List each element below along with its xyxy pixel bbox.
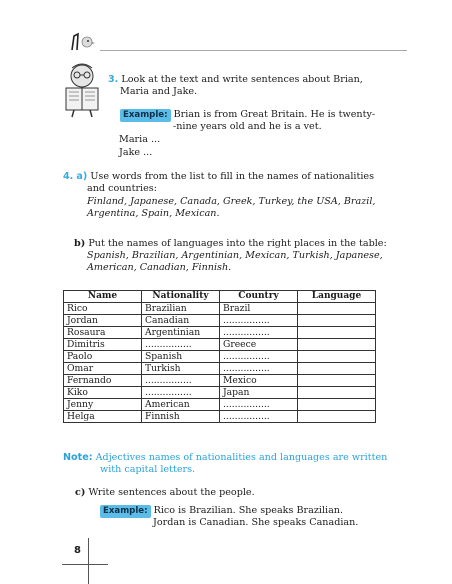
cell-name: Fernando [64, 375, 142, 387]
cell-country[interactable]: ................ [220, 399, 298, 411]
table-row [64, 375, 376, 387]
cell-country: Mexico [220, 375, 298, 387]
cell-language[interactable] [298, 315, 376, 327]
cell-nationality: American [142, 399, 220, 411]
cell-language[interactable] [298, 375, 376, 387]
note-line1 [63, 452, 387, 464]
ex4b-line1 [74, 238, 387, 250]
chick-glyph-icon [68, 30, 96, 54]
cell-country[interactable]: ................ [220, 411, 298, 423]
reading-child-icon [60, 62, 104, 118]
ex3-text-1: Look at the text and write sentences about Brian, [121, 74, 363, 85]
table-row [64, 399, 376, 411]
cell-language[interactable] [298, 351, 376, 363]
header-name: Name [64, 291, 142, 303]
ex3-jake: Jake ... [119, 147, 153, 158]
ex4c-example-line1: Rico is Brazilian. She speaks Brazilian. [153, 505, 344, 516]
cell-name: Kiko [64, 387, 142, 399]
cell-name: Dimitris [64, 339, 142, 351]
cell-name: Omar [64, 363, 142, 375]
ex4a-list-2: Argentina, Spain, Mexican. [87, 208, 220, 219]
cell-language[interactable] [298, 399, 376, 411]
table-row [64, 327, 376, 339]
table-row [64, 351, 376, 363]
header-country: Country [220, 291, 298, 303]
ex4c-text-1: Write sentences about the people. [88, 487, 255, 498]
table-row [64, 363, 376, 375]
cell-country[interactable]: ................ [220, 351, 298, 363]
ex3-number: 3. [108, 74, 119, 85]
cell-country[interactable]: ................ [220, 327, 298, 339]
ex4c-part: c) [75, 487, 86, 498]
cell-nationality: Canadian [142, 315, 220, 327]
ex4c-example-line2: Jordan is Canadian. She speaks Canadian. [153, 517, 359, 528]
ex4b-part: b) [74, 238, 86, 249]
cell-nationality: Finnish [142, 411, 220, 423]
cell-nationality[interactable]: ................ [142, 387, 220, 399]
header-rule [100, 50, 407, 51]
table-row [64, 315, 376, 327]
cell-country: Greece [220, 339, 298, 351]
cell-name: Rosaura [64, 327, 142, 339]
page-number: 8 [74, 545, 81, 556]
ex4a-list-1: Finland, Japanese, Canada, Greek, Turkey, the USA, Brazil, [87, 196, 376, 207]
nationalities-table [63, 290, 376, 423]
cell-nationality[interactable]: ................ [142, 375, 220, 387]
table-row [64, 303, 376, 315]
table-header-row [64, 291, 376, 303]
example-badge: Example: [120, 109, 171, 122]
ex3-example-line1: Brian is from Great Britain. He is twenty- [173, 109, 376, 120]
ex4b-list-1: Spanish, Brazilian, Argentinian, Mexican, Turkish, Japanese, [87, 250, 383, 261]
cell-name: Helga [64, 411, 142, 423]
cell-nationality: Turkish [142, 363, 220, 375]
cell-name: Jordan [64, 315, 142, 327]
cell-country: Japan [220, 387, 298, 399]
cell-country[interactable]: ................ [220, 363, 298, 375]
header-language: Language [298, 291, 376, 303]
cell-country: Brazil [220, 303, 298, 315]
ex3-text-2: Maria and Jake. [120, 86, 198, 97]
ex4a-text-1: Use words from the list to fill in the names of nationalities [90, 171, 375, 182]
table-row [64, 339, 376, 351]
ex3-line1 [108, 74, 363, 86]
cell-nationality[interactable]: ................ [142, 339, 220, 351]
cell-country[interactable]: ................ [220, 315, 298, 327]
footer-vertical-rule [88, 538, 89, 584]
ex3-maria: Maria ... [119, 134, 161, 145]
ex4a-line1 [63, 171, 374, 183]
ex4b-text-1: Put the names of languages into the right places in the table: [88, 238, 387, 249]
cell-name: Rico [64, 303, 142, 315]
footer-horizontal-rule [62, 564, 108, 565]
cell-nationality: Brazilian [142, 303, 220, 315]
example-badge: Example: [100, 505, 151, 518]
ex4b-list-2: American, Canadian, Finnish. [87, 262, 232, 273]
ex4c-line1 [75, 487, 255, 499]
cell-language[interactable] [298, 387, 376, 399]
cell-nationality: Spanish [142, 351, 220, 363]
ex4a-text-2: and countries: [87, 183, 157, 194]
cell-language[interactable] [298, 303, 376, 315]
ex3-example-line2: -nine years old and he is a vet. [173, 121, 322, 132]
note-label: Note: [63, 452, 93, 463]
cell-language[interactable] [298, 339, 376, 351]
cell-language[interactable] [298, 363, 376, 375]
note-text-1: Adjectives names of nationalities and languages are written [95, 452, 388, 463]
cell-language[interactable] [298, 411, 376, 423]
cell-language[interactable] [298, 327, 376, 339]
ex4a-part: a) [76, 171, 88, 182]
ex4-number: 4. [63, 171, 74, 182]
cell-nationality: Argentinian [142, 327, 220, 339]
note-text-2: with capital letters. [100, 464, 196, 475]
table-row [64, 387, 376, 399]
header-nationality: Nationality [142, 291, 220, 303]
cell-name: Jenny [64, 399, 142, 411]
table-row [64, 411, 376, 423]
cell-name: Paolo [64, 351, 142, 363]
